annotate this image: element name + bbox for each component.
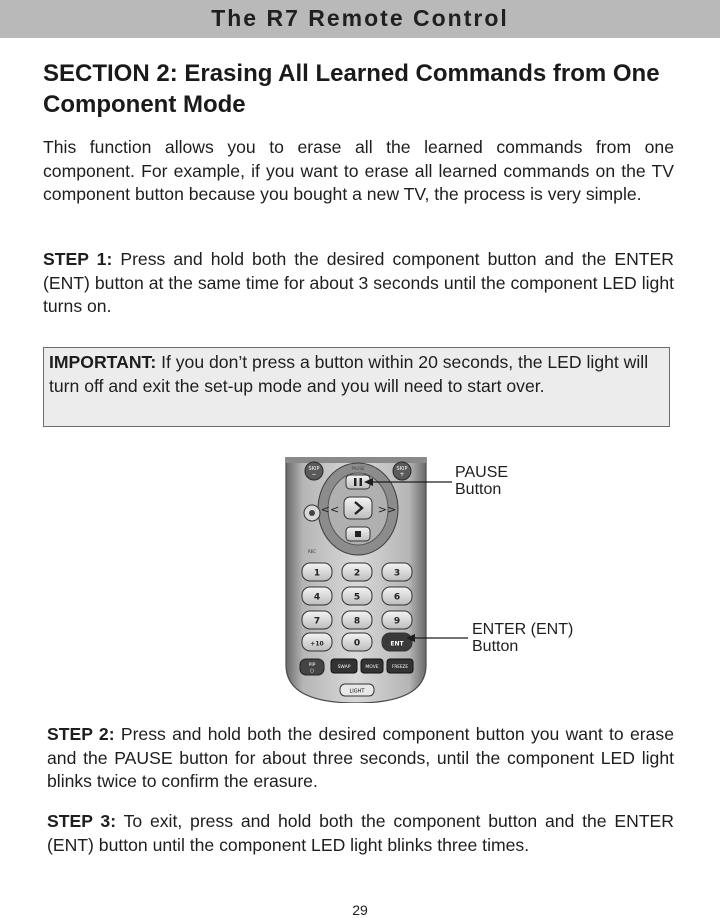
important-text: If you don’t press a button within 20 seconds, the LED light will turn off and exit the set-up mode and you will need to start over. — [49, 352, 649, 396]
step-1-text: Press and hold both the desired component button and the ENTER (ENT) button at the same time for about 3 seconds until the component LED light turns on. — [43, 249, 674, 317]
move-label: MOVE — [365, 665, 379, 670]
remote-control-illustration — [276, 457, 436, 703]
step-2-text: Press and hold both the desired component button you want to erase and the PAUSE button for about three seconds, until the component LED light blinks twice to confirm the erasure. — [47, 724, 674, 792]
step-3-text: To exit, press and hold both the component button and the ENTER (ENT) button until the component LED light blinks three times. — [47, 811, 675, 855]
section-title: SECTION 2: Erasing All Learned Commands from One Component Mode — [43, 60, 660, 118]
digit-1-label: 1 — [313, 568, 321, 579]
pause-small-label: PAUSE — [351, 466, 365, 471]
page-number: 29 — [352, 902, 368, 918]
rec-label: REC — [307, 549, 317, 554]
fast-forward-label: >> — [377, 503, 397, 516]
skip-plus-label: SKIP — [396, 466, 408, 472]
important-label: IMPORTANT: — [49, 352, 157, 372]
step-2-paragraph — [47, 723, 674, 794]
svg-text:+: + — [399, 471, 405, 478]
digit-2-label: 2 — [353, 568, 361, 579]
record-icon — [309, 510, 315, 516]
pip-label: PIP — [308, 663, 316, 668]
digit-8-label: 8 — [353, 616, 361, 627]
intro-paragraph: This function allows you to erase all the learned commands from one component. For example, if you want to erase all learned commands on the TV component button because you bought a new TV, the process is very simple. — [43, 137, 674, 205]
ent-label: ENT — [390, 640, 404, 648]
freeze-label: FREEZE — [391, 664, 409, 669]
remote-control-figure — [276, 457, 436, 703]
svg-text:−: − — [311, 471, 317, 478]
digit-0-label: 0 — [353, 638, 361, 649]
light-label: LIGHT — [349, 688, 365, 695]
digit-6-label: 6 — [393, 592, 401, 603]
pause-button — [346, 475, 370, 489]
pause-callout-label — [455, 464, 508, 498]
page-header — [0, 0, 720, 38]
enter-callout-line2: Button — [472, 638, 519, 655]
digit-5-label: 5 — [353, 592, 361, 603]
enter-callout-line1: ENTER (ENT) — [472, 621, 574, 638]
digit-9-label: 9 — [393, 616, 401, 627]
skip-minus-label: SKIP — [308, 466, 320, 472]
digit-7-label: 7 — [313, 616, 321, 627]
digit-3-label: 3 — [393, 568, 401, 579]
step-1-label: STEP 1: — [43, 249, 113, 269]
enter-callout-label — [472, 621, 573, 655]
play-button — [344, 497, 372, 519]
step-3-paragraph — [47, 810, 674, 857]
pause-callout-line2: Button — [455, 481, 502, 498]
swap-label: SWAP — [337, 665, 351, 670]
digit-+10-label: +10 — [310, 640, 324, 648]
step-3-label: STEP 3: — [47, 811, 117, 831]
important-note-box — [43, 347, 670, 427]
header-title: The R7 Remote Control — [211, 5, 509, 31]
pause-callout-line1: PAUSE — [455, 464, 509, 481]
digit-4-label: 4 — [313, 592, 321, 603]
step-1-paragraph — [43, 248, 674, 319]
stop-icon — [355, 531, 361, 537]
svg-text:○: ○ — [309, 668, 315, 674]
step-2-label: STEP 2: — [47, 724, 115, 744]
rewind-label: << — [320, 503, 340, 516]
